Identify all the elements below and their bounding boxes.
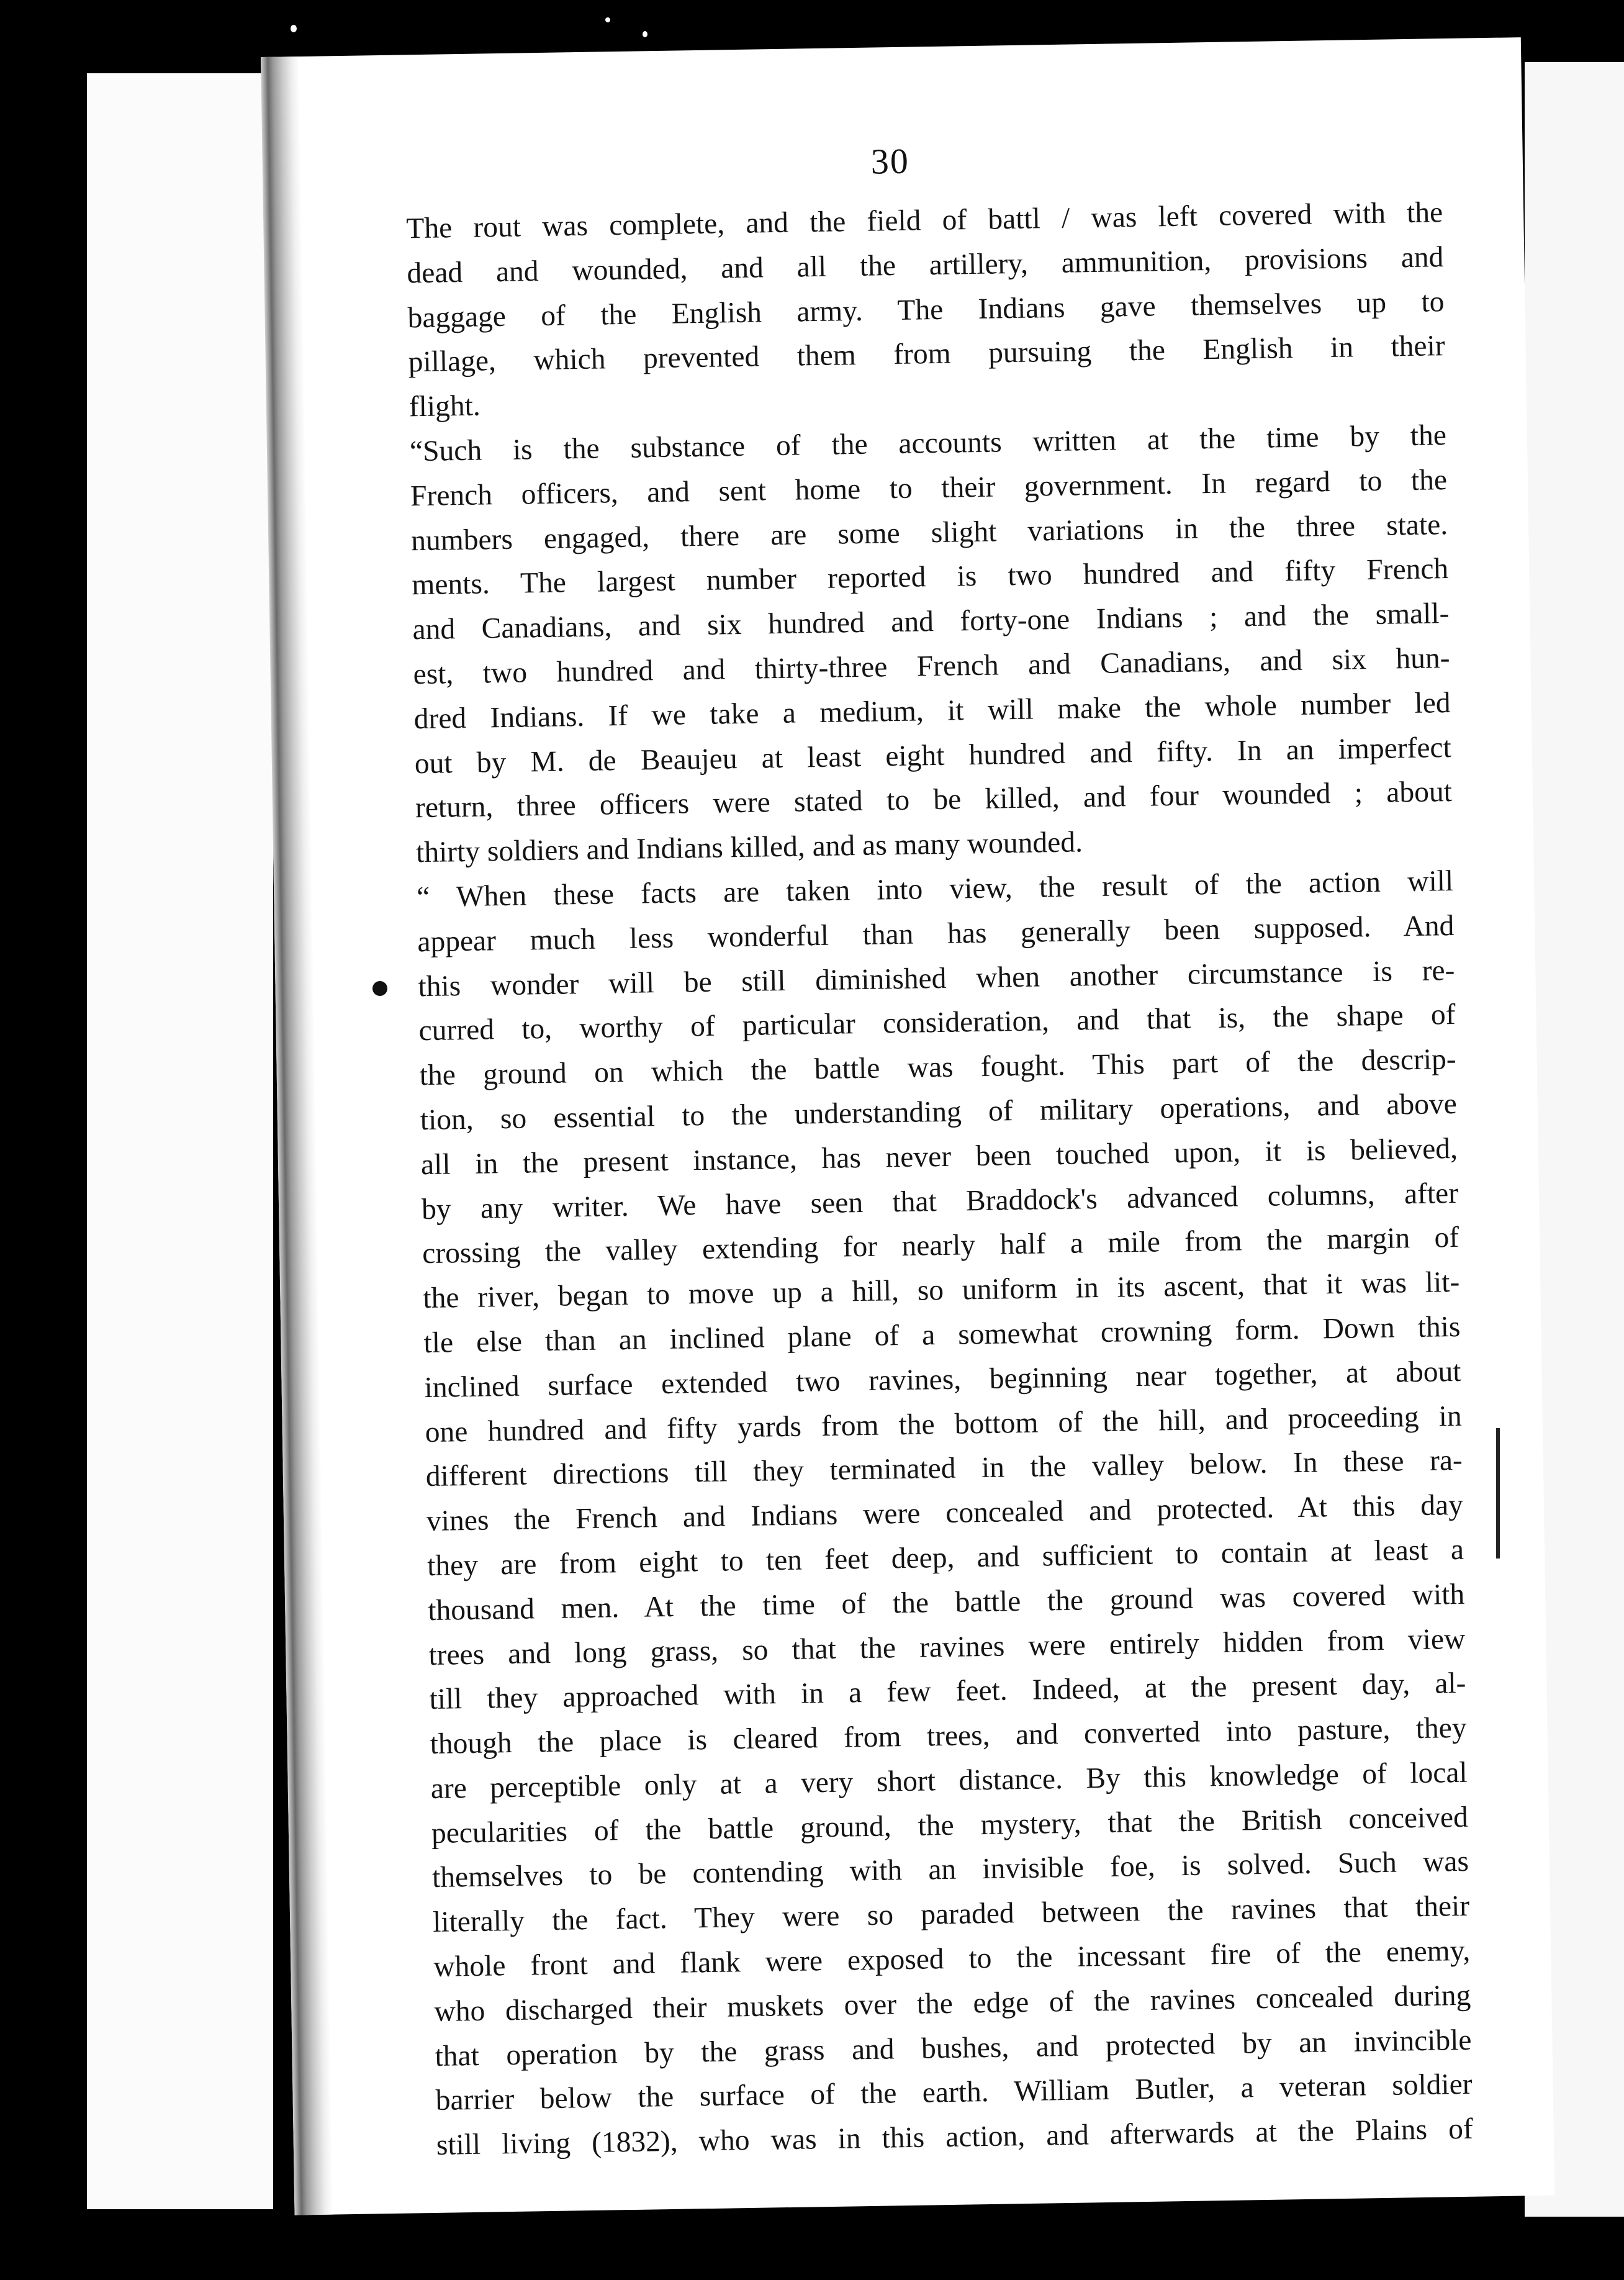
text-line: est, two hundred and thirty-three French and Canadians, and six hun- <box>413 642 1450 691</box>
text-line: ments. The largest number reported is two hundred and fifty French <box>411 553 1449 602</box>
text-line: flight. <box>408 389 481 423</box>
text-line: and Canadians, and six hundred and forty-one Indians ; and the small- <box>412 597 1450 646</box>
ink-blot <box>372 981 387 996</box>
scan-speck <box>605 17 610 22</box>
text-line: French officers, and sent home to their government. In regard to the <box>410 463 1448 513</box>
text-line: are perceptible only at a very short distance. By this knowledge of local <box>430 1756 1468 1805</box>
margin-mark <box>1496 1428 1500 1558</box>
text-line: though the place is cleared from trees, and converted into pasture, they <box>430 1711 1467 1761</box>
text-line: by any writer. We have seen that Braddock's advanced columns, after <box>421 1177 1459 1226</box>
page-body-text <box>406 191 1473 2168</box>
book-page <box>261 37 1554 2215</box>
text-line: “Such is the substance of the accounts written at the time by the <box>409 419 1447 468</box>
text-line: themselves to be contending with an invisible foe, is solved. Such was <box>431 1845 1469 1894</box>
text-line: baggage of the English army. The Indians gave themselves up to <box>407 285 1445 334</box>
text-line: inclined surface extended two ravines, beginning near together, at about <box>424 1355 1461 1404</box>
text-line: this wonder will be still diminished when another circumstance is re- <box>418 954 1455 1003</box>
text-line: whole front and flank were exposed to the incessant fire of the enemy, <box>433 1934 1471 1984</box>
text-line: The rout was complete, and the field of battl / was left covered with the <box>405 196 1443 245</box>
text-line: out by M. de Beaujeu at least eight hundred and fifty. In an imperfect <box>414 731 1452 780</box>
text-line: different directions till they terminated in the valley below. In these ra- <box>425 1444 1463 1493</box>
text-line: trees and long grass, so that the ravines were entirely hidden from view <box>428 1622 1466 1672</box>
text-line: all in the present instance, has never been touched upon, it is believed, <box>420 1132 1458 1181</box>
text-line: still living (1832), who was in this action, and afterwards at the Plains of <box>436 2113 1474 2162</box>
text-line: pillage, which prevented them from pursuing the English in their <box>408 330 1445 379</box>
text-line: who discharged their muskets over the edge of the ravines concealed during <box>434 1979 1471 2028</box>
text-line: till they approached with in a few feet. Indeed, at the present day, al- <box>429 1667 1466 1716</box>
page-number: 30 <box>870 140 910 182</box>
text-line: barrier below the surface of the earth. William Butler, a veteran soldier <box>435 2068 1473 2117</box>
text-line: vines the French and Indians were concealed and protected. At this day <box>426 1488 1464 1538</box>
underlying-page-left <box>87 73 273 2209</box>
text-line: they are from eight to ten feet deep, and sufficient to contain at least a <box>426 1533 1464 1582</box>
text-line: tle else than an inclined plane of a somewhat crowning form. Down this <box>423 1310 1461 1360</box>
text-line: dead and wounded, and all the artillery, ammunition, provisions and <box>407 240 1444 290</box>
text-line: thirty soldiers and Indians killed, and as many wounded. <box>415 826 1083 869</box>
text-line: the river, began to move up a hill, so uniform in its ascent, that it was lit- <box>423 1266 1460 1315</box>
text-line: curred to, worthy of particular consideration, and that is, the shape of <box>418 998 1456 1047</box>
text-line: numbers engaged, there are some slight variations in the three state. <box>410 508 1448 557</box>
text-line: literally the fact. They were so paraded between the ravines that their <box>432 1890 1470 1939</box>
scan-speck <box>643 31 647 37</box>
text-line: crossing the valley extending for nearly half a mile from the margin of <box>422 1221 1459 1270</box>
text-line: “ When these facts are taken into view, the result of the action will <box>416 864 1454 914</box>
text-line: tion, so essential to the understanding of military operations, and above <box>420 1087 1458 1137</box>
text-line: the ground on which the battle was fought. This part of the descrip- <box>419 1043 1456 1092</box>
text-line: one hundred and fifty yards from the bottom of the hill, and proceeding in <box>425 1400 1463 1449</box>
scan-speck <box>291 25 297 32</box>
text-line: appear much less wonderful than has generally been supposed. And <box>417 909 1455 958</box>
text-line: dred Indians. If we take a medium, it will make the whole number led <box>413 686 1451 736</box>
text-line: return, three officers were stated to be killed, and four wounded ; about <box>415 776 1453 825</box>
text-line: thousand men. At the time of the battle the ground was covered with <box>427 1578 1465 1627</box>
text-line: pecularities of the battle ground, the mystery, that the British conceived <box>431 1801 1469 1850</box>
text-line: that operation by the grass and bushes, and protected by an invincible <box>435 2024 1472 2073</box>
